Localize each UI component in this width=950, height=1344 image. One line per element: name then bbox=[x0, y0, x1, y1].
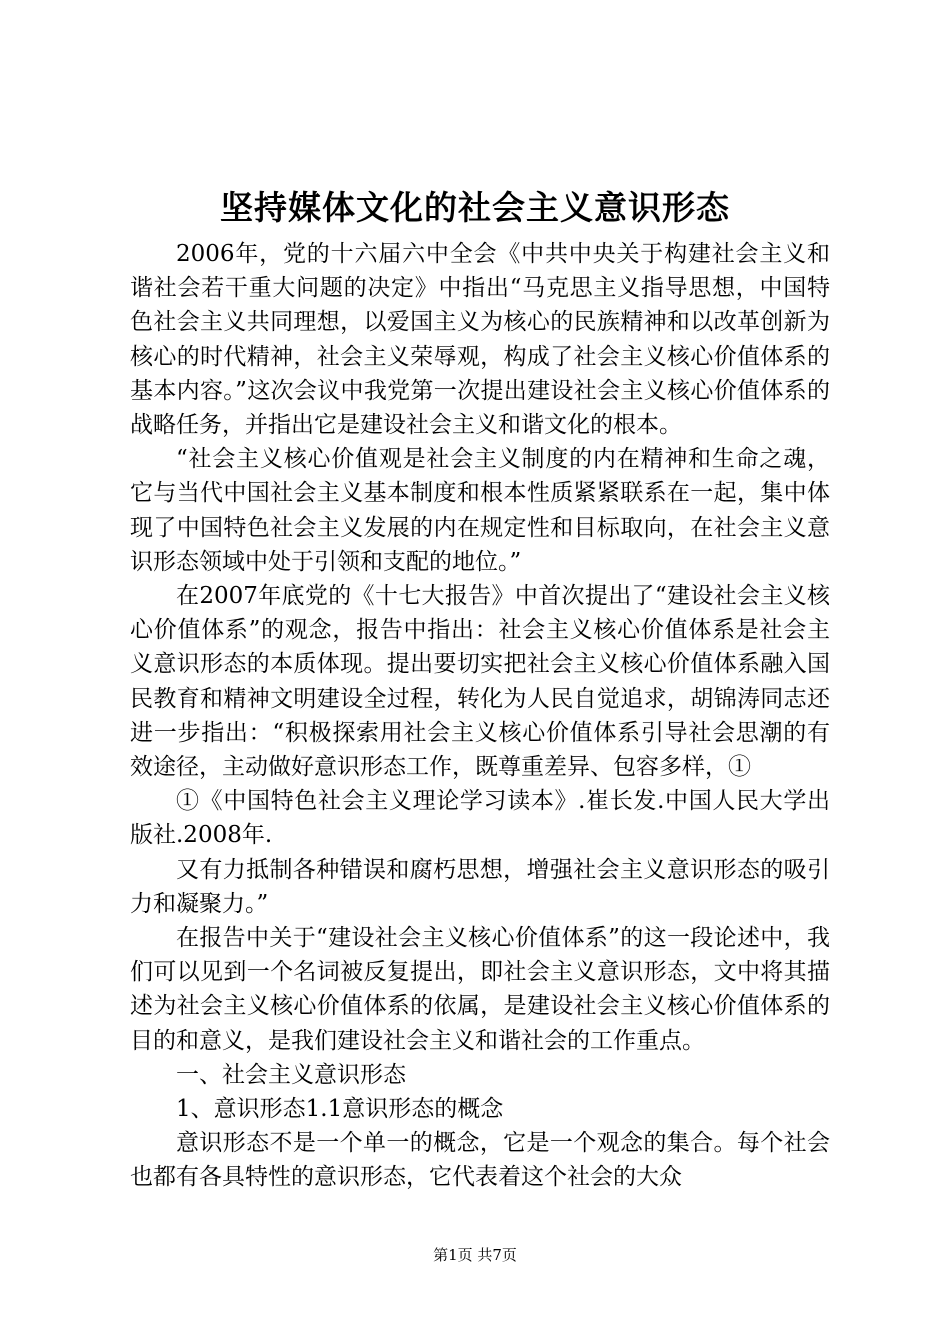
document-title: 坚持媒体文化的社会主义意识形态 bbox=[220, 188, 730, 227]
paragraph-4: 又有力抵制各种错误和腐朽思想，增强社会主义意识形态的吸引力和凝聚力。” bbox=[130, 856, 830, 917]
paragraph-2: “社会主义核心价值观是社会主义制度的内在精神和生命之魂，它与当代中国社会主义基本制度和根本性质紧紧联系在一起，集中体现了中国特色社会主义发展的内在规定性和目标取向，在社会主义意识形态领域中处于引领和支配的地位。” bbox=[130, 446, 830, 575]
page-footer: 第1页 共7页 bbox=[433, 1246, 517, 1264]
paragraph-5: 在报告中关于“建设社会主义核心价值体系”的这一段论述中，我们可以见到一个名词被反复提出，即社会主义意识形态，文中将其描述为社会主义核心价值体系的依属，是建设社会主义核心价值体系的目的和意义，是我们建设社会主义和谐社会的工作重点。 bbox=[130, 925, 830, 1054]
paragraph-1: 2006年，党的十六届六中全会《中共中央关于构建社会主义和谐社会若干重大问题的决定》中指出“马克思主义指导思想，中国特色社会主义共同理想，以爱国主义为核心的民族精神和以改革创新为核心的时代精神，社会主义荣辱观，构成了社会主义核心价值体系的基本内容。”这次会议中我党第一次提出建设社会主义核心价值体系的战略任务，并指出它是建设社会主义和谐文化的根本。 bbox=[130, 241, 830, 439]
paragraph-6: 意识形态不是一个单一的概念，它是一个观念的集合。每个社会也都有各具特性的意识形态，它代表着这个社会的大众 bbox=[130, 1130, 830, 1191]
section-heading: 一、社会主义意识形态 bbox=[176, 1061, 406, 1088]
paragraph-3: 在2007年底党的《十七大报告》中首次提出了“建设社会主义核心价值体系”的观念，报告中指出：社会主义核心价值体系是社会主义意识形态的本质体现。提出要切实把社会主义核心价值体系融入国民教育和精神文明建设全过程，转化为人民自觉追求，胡锦涛同志还进一步指出：“积极探索用社会主义核心价值体系引导社会思潮的有效途径，主动做好意识形态工作，既尊重差异、包容多样，① bbox=[130, 583, 830, 781]
footnote: ①《中国特色社会主义理论学习读本》.崔长发.中国人民大学出版社.2008年. bbox=[130, 788, 830, 849]
subsection-heading: 1、意识形态1.1意识形态的概念 bbox=[176, 1096, 504, 1123]
document-body bbox=[130, 237, 830, 1195]
